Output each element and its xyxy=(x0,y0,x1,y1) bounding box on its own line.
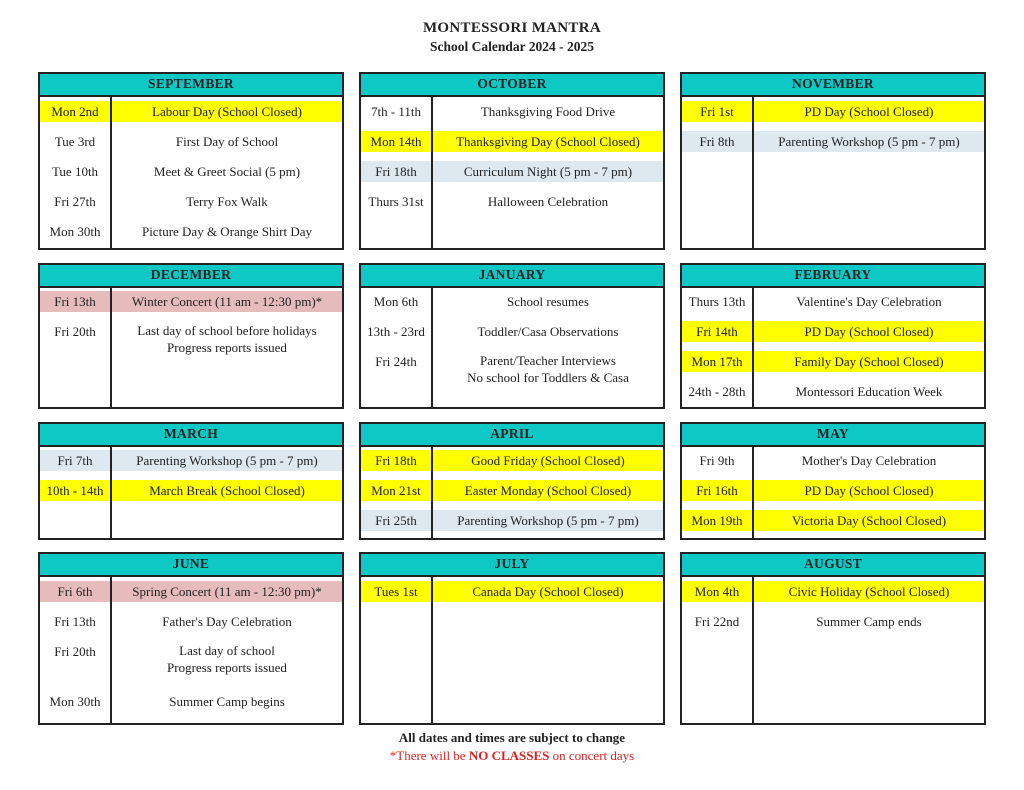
month-heading: AUGUST xyxy=(682,554,984,577)
event-text: PD Day (School Closed) xyxy=(754,480,984,501)
event-row xyxy=(682,611,984,632)
event-text: Canada Day (School Closed) xyxy=(433,581,663,602)
event-text: First Day of School xyxy=(175,134,279,149)
event-date: Mon 6th xyxy=(373,294,419,309)
event-date: Thurs 13th xyxy=(688,294,746,309)
calendar-subtitle: School Calendar 2024 - 2025 xyxy=(429,39,594,54)
event-text: Mother's Day Celebration xyxy=(801,453,937,468)
event-date: Fri 1st xyxy=(682,101,752,122)
month-heading: FEBRUARY xyxy=(682,265,984,288)
event-row xyxy=(40,691,342,712)
event-text: Easter Monday (School Closed) xyxy=(433,480,663,501)
concert-note-pre: *There will be xyxy=(389,748,469,763)
event-date: 10th - 14th xyxy=(40,480,110,501)
month-box-february xyxy=(680,263,986,409)
event-row xyxy=(682,351,984,372)
event-date: Tue 10th xyxy=(51,164,99,179)
event-date: Tue 3rd xyxy=(54,134,96,149)
event-date: Mon 30th xyxy=(49,694,101,709)
event-row xyxy=(40,321,342,355)
event-row xyxy=(361,131,663,152)
event-text: Father's Day Celebration xyxy=(162,614,292,629)
event-date: Fri 18th xyxy=(361,161,431,182)
event-date: Mon 17th xyxy=(682,351,752,372)
event-date: Mon 21st xyxy=(361,480,431,501)
event-date: Mon 19th xyxy=(682,510,752,531)
event-row xyxy=(40,611,342,632)
event-text xyxy=(433,351,663,386)
event-date: Fri 9th xyxy=(699,453,735,468)
event-text: Toddler/Casa Observations xyxy=(477,324,619,339)
event-date: Tues 1st xyxy=(361,581,431,602)
event-row xyxy=(40,450,342,471)
event-date: Fri 8th xyxy=(682,131,752,152)
event-text-line1: Parent/Teacher Interviews xyxy=(480,353,616,368)
event-text: Victoria Day (School Closed) xyxy=(754,510,984,531)
month-heading: JANUARY xyxy=(361,265,663,288)
month-box-september xyxy=(38,72,344,250)
event-row xyxy=(40,101,342,122)
event-date: Mon 2nd xyxy=(40,101,110,122)
event-text: Parenting Workshop (5 pm - 7 pm) xyxy=(433,510,663,531)
event-date: Fri 22nd xyxy=(694,614,740,629)
event-text: Montessori Education Week xyxy=(795,384,943,399)
event-text: Thanksgiving Food Drive xyxy=(480,104,616,119)
event-row xyxy=(361,450,663,471)
event-row xyxy=(40,480,342,501)
event-row xyxy=(361,581,663,602)
event-text: Summer Camp ends xyxy=(816,614,922,629)
month-heading: OCTOBER xyxy=(361,74,663,97)
event-text-line2: Progress reports issued xyxy=(167,660,287,675)
event-date: Thurs 31st xyxy=(368,194,424,209)
event-row xyxy=(40,191,342,212)
event-text: Thanksgiving Day (School Closed) xyxy=(433,131,663,152)
event-text: Curriculum Night (5 pm - 7 pm) xyxy=(433,161,663,182)
month-box-april xyxy=(359,422,665,540)
event-text: School resumes xyxy=(507,294,589,309)
event-text xyxy=(112,641,342,676)
event-row xyxy=(682,381,984,402)
month-heading: DECEMBER xyxy=(40,265,342,288)
event-text-line2: No school for Toddlers & Casa xyxy=(467,370,629,385)
event-row xyxy=(682,101,984,122)
calendar-title: MONTESSORI MANTRA xyxy=(422,20,602,36)
month-box-january xyxy=(359,263,665,409)
event-row xyxy=(40,641,342,675)
month-heading: MAY xyxy=(682,424,984,447)
event-date: Mon 14th xyxy=(361,131,431,152)
event-row xyxy=(40,131,342,152)
month-heading: MARCH xyxy=(40,424,342,447)
event-row xyxy=(361,291,663,312)
event-text: Summer Camp begins xyxy=(169,694,285,709)
month-heading: JUNE xyxy=(40,554,342,577)
month-box-december xyxy=(38,263,344,409)
event-date: Fri 25th xyxy=(361,510,431,531)
event-date: Fri 27th xyxy=(54,194,96,209)
event-date: Mon 4th xyxy=(682,581,752,602)
event-date: Fri 20th xyxy=(54,644,96,659)
event-date: Fri 20th xyxy=(54,324,96,339)
concert-note xyxy=(0,748,1024,764)
event-row xyxy=(682,291,984,312)
month-heading: SEPTEMBER xyxy=(40,74,342,97)
month-box-july xyxy=(359,552,665,725)
event-text: Valentine's Day Celebration xyxy=(796,294,942,309)
event-row xyxy=(682,450,984,471)
month-box-november xyxy=(680,72,986,250)
event-row xyxy=(40,581,342,602)
concert-note-emphasis: NO CLASSES xyxy=(468,748,550,763)
event-text: Picture Day & Orange Shirt Day xyxy=(141,224,313,239)
event-text: Parenting Workshop (5 pm - 7 pm) xyxy=(754,131,984,152)
event-date: Fri 18th xyxy=(361,450,431,471)
event-row xyxy=(682,321,984,342)
event-row xyxy=(361,480,663,501)
event-date: Fri 6th xyxy=(40,581,110,602)
event-row xyxy=(682,581,984,602)
event-text: Halloween Celebration xyxy=(487,194,609,209)
event-text: March Break (School Closed) xyxy=(112,480,342,501)
event-date: 24th - 28th xyxy=(688,384,746,399)
event-row xyxy=(682,131,984,152)
event-date: Fri 24th xyxy=(375,354,417,369)
event-text: Parenting Workshop (5 pm - 7 pm) xyxy=(112,450,342,471)
concert-note-post: on concert days xyxy=(549,748,635,763)
event-text: Meet & Greet Social (5 pm) xyxy=(153,164,301,179)
month-box-august xyxy=(680,552,986,725)
event-text: Good Friday (School Closed) xyxy=(433,450,663,471)
event-text: Winter Concert (11 am - 12:30 pm)* xyxy=(112,291,342,312)
event-row xyxy=(40,291,342,312)
event-date: 13th - 23rd xyxy=(367,324,425,339)
event-row xyxy=(361,351,663,385)
month-heading: NOVEMBER xyxy=(682,74,984,97)
event-date: Mon 30th xyxy=(49,224,101,239)
event-text: Family Day (School Closed) xyxy=(754,351,984,372)
event-row xyxy=(40,221,342,242)
event-row xyxy=(361,321,663,342)
event-row xyxy=(40,161,342,182)
event-text: Labour Day (School Closed) xyxy=(112,101,342,122)
month-box-may xyxy=(680,422,986,540)
event-text-line2: Progress reports issued xyxy=(167,340,287,355)
event-row xyxy=(361,101,663,122)
event-text: PD Day (School Closed) xyxy=(754,321,984,342)
event-row xyxy=(361,161,663,182)
event-date: Fri 13th xyxy=(40,291,110,312)
event-text-line1: Last day of school before holidays xyxy=(137,323,317,338)
event-row xyxy=(682,510,984,531)
event-text: Terry Fox Walk xyxy=(186,194,268,209)
event-text: Civic Holiday (School Closed) xyxy=(754,581,984,602)
month-box-october xyxy=(359,72,665,250)
event-row xyxy=(361,510,663,531)
month-heading: JULY xyxy=(361,554,663,577)
event-text xyxy=(112,321,342,356)
event-date: Fri 16th xyxy=(682,480,752,501)
disclaimer-note: All dates and times are subject to change xyxy=(398,730,626,745)
event-date: Fri 14th xyxy=(682,321,752,342)
month-box-june xyxy=(38,552,344,725)
event-row xyxy=(682,480,984,501)
event-text: PD Day (School Closed) xyxy=(754,101,984,122)
event-text-line1: Last day of school xyxy=(179,643,275,658)
event-date: 7th - 11th xyxy=(370,104,422,119)
event-date: Fri 13th xyxy=(54,614,96,629)
month-box-march xyxy=(38,422,344,540)
event-text: Spring Concert (11 am - 12:30 pm)* xyxy=(112,581,342,602)
event-row xyxy=(361,191,663,212)
event-date: Fri 7th xyxy=(40,450,110,471)
month-heading: APRIL xyxy=(361,424,663,447)
